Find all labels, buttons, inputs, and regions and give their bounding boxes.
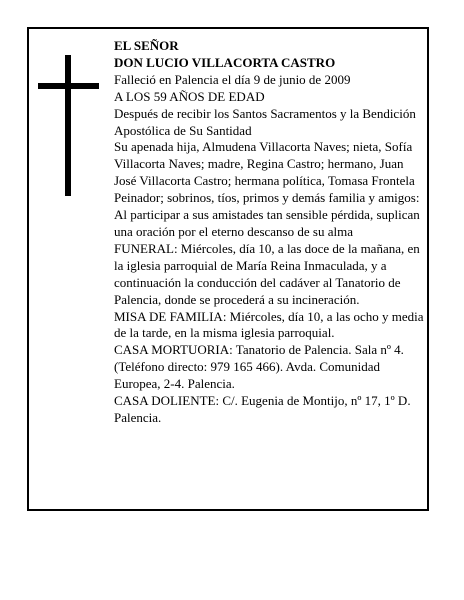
cross-icon-bar: [38, 83, 99, 89]
age-line: A LOS 59 AÑOS DE EDAD: [114, 88, 265, 104]
cross-icon: [65, 55, 71, 196]
obituary-text: [114, 38, 424, 427]
prayer-request: Al participar a sus amistades tan sensible pérdida, suplican una oración por el eterno descanso de su alma: [114, 207, 420, 239]
heading-title: EL SEÑOR: [114, 38, 179, 53]
mourning-house-info: CASA DOLIENTE: C/. Eugenia de Montijo, nº 17, 1º D. Palencia.: [114, 393, 411, 425]
sacraments-paragraph: Después de recibir los Santos Sacramentos y la Bendición Apostólica de Su Santidad: [114, 105, 416, 138]
mortuary-info: CASA MORTUORIA: Tanatorio de Palencia. Sala nº 4. (Teléfono directo: 979 165 466). Avda. Comunidad Europea, 2-4. Palencia.: [114, 342, 404, 392]
death-notice: Falleció en Palencia el día 9 de junio de 2009: [114, 71, 351, 87]
deceased-name: DON LUCIO VILLACORTA CASTRO: [114, 54, 336, 70]
funeral-info: FUNERAL: Miércoles, día 10, a las doce de la mañana, en la iglesia parroquial de María Reina Inmaculada, y a continuación la conducción del cadáver al Tanatorio de Palencia, donde se procederá a su incineración.: [114, 240, 420, 307]
family-paragraph: Su apenada hija, Almudena Villacorta Naves; nieta, Sofía Villacorta Naves; madre, Regina Castro; hermano, Juan José Villacorta Castro; hermana política, Tomasa Frontela Peinador; sobrinos, tíos, primos y demás familia y amigos:: [114, 139, 420, 206]
family-mass-info: MISA DE FAMILIA: Miércoles, día 10, a las ocho y media de la tarde, en la misma iglesia parroquial.: [114, 308, 424, 341]
